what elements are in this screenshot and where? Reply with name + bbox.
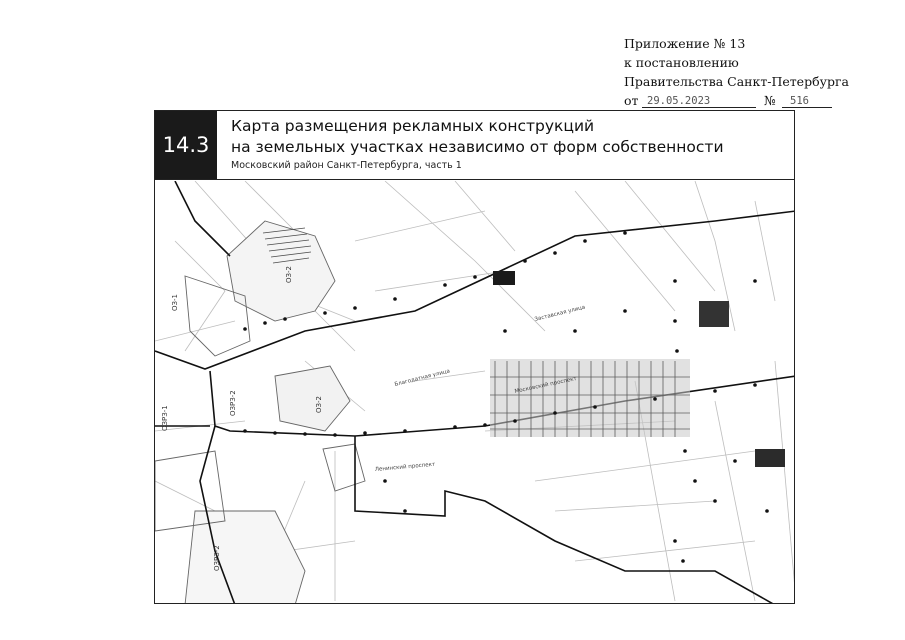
appendix-government: Правительства Санкт-Петербурга	[624, 74, 849, 89]
industrial-block	[490, 271, 785, 467]
street-label: Московский проспект	[514, 375, 578, 395]
zone-label: ОЗРЗ-1	[161, 405, 169, 431]
zone-label: ОЗРЗ-2	[213, 545, 221, 571]
zone-label: ОЗ-1	[171, 294, 179, 311]
appendix-number: Приложение № 13	[624, 36, 746, 51]
date-prefix: от	[624, 93, 639, 108]
map-subtitle: Московский район Санкт-Петербурга, часть 1	[231, 160, 462, 171]
street-label: Ленинский проспект	[374, 461, 436, 473]
appendix-date-line	[624, 91, 849, 110]
number-prefix: №	[764, 93, 776, 108]
resolution-date: 29.05.2023	[647, 95, 711, 107]
street-label: Благодатная улица	[394, 368, 451, 388]
street-label: Заставская улица	[534, 304, 586, 323]
zone-label: ОЗ-2	[285, 266, 293, 283]
zone-label: ОЗРЗ-2	[229, 390, 237, 416]
district-map[interactable]	[155, 181, 795, 604]
map-title-line-1: Карта размещения рекламных конструкций	[231, 117, 595, 135]
resolution-number: 516	[790, 95, 809, 107]
appendix-resolution: к постановлению	[624, 55, 739, 70]
zone-outlines	[155, 221, 365, 604]
zone-label: ОЗ-2	[315, 396, 323, 413]
map-sheet	[154, 110, 795, 604]
appendix-block	[624, 34, 849, 110]
map-number-badge: 14.3	[155, 111, 217, 179]
map-title-line-2: на земельных участках независимо от форм собственности	[231, 138, 724, 156]
map-header	[155, 111, 794, 180]
